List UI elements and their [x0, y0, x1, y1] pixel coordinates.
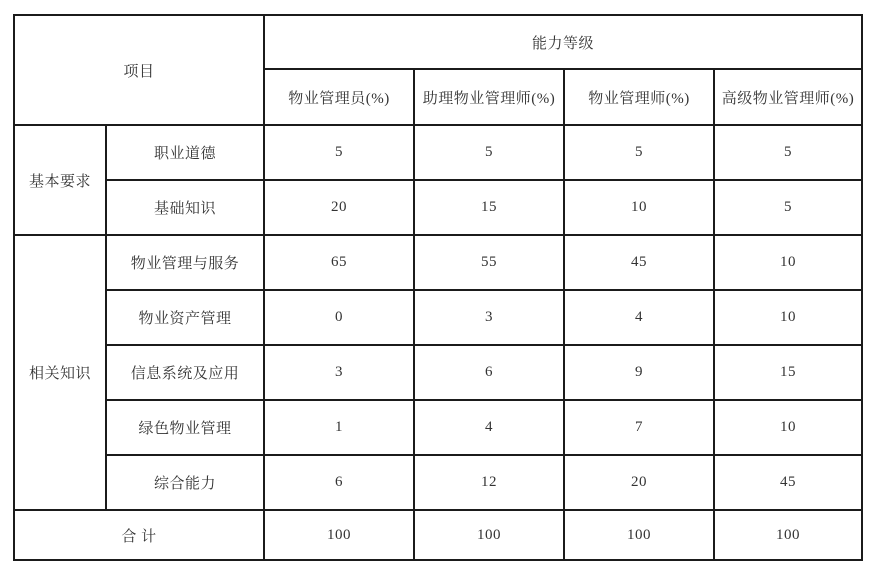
value-cell: 3 — [264, 345, 414, 400]
value-cell: 10 — [714, 400, 862, 455]
value-cell: 5 — [264, 125, 414, 180]
header-col-senior-property-master: 高级物业管理师(%) — [714, 69, 862, 125]
total-label-cell: 合 计 — [14, 510, 264, 560]
value-cell: 0 — [264, 290, 414, 345]
row-label-comprehensive-ability: 综合能力 — [106, 455, 264, 510]
value-cell: 20 — [264, 180, 414, 235]
header-col-property-manager: 物业管理员(%) — [264, 69, 414, 125]
value-cell: 20 — [564, 455, 714, 510]
value-cell: 6 — [264, 455, 414, 510]
total-value-cell: 100 — [714, 510, 862, 560]
header-col-property-master: 物业管理师(%) — [564, 69, 714, 125]
table-row — [14, 400, 862, 455]
value-cell: 7 — [564, 400, 714, 455]
value-cell: 5 — [414, 125, 564, 180]
row-label-basic-knowledge: 基础知识 — [106, 180, 264, 235]
total-value-cell: 100 — [564, 510, 714, 560]
value-cell: 10 — [714, 235, 862, 290]
table-row — [14, 125, 862, 180]
header-project-cell: 项目 — [14, 15, 264, 125]
value-cell: 5 — [564, 125, 714, 180]
competency-table — [13, 14, 863, 561]
header-row-1 — [14, 15, 862, 69]
value-cell: 9 — [564, 345, 714, 400]
row-label-green-property-management: 绿色物业管理 — [106, 400, 264, 455]
row-label-professional-ethics: 职业道德 — [106, 125, 264, 180]
value-cell: 10 — [714, 290, 862, 345]
value-cell: 6 — [414, 345, 564, 400]
value-cell: 45 — [714, 455, 862, 510]
group-cell-related-knowledge: 相关知识 — [14, 235, 106, 510]
table-row — [14, 455, 862, 510]
table-row — [14, 290, 862, 345]
value-cell: 10 — [564, 180, 714, 235]
row-label-property-asset-management: 物业资产管理 — [106, 290, 264, 345]
table-row — [14, 180, 862, 235]
value-cell: 15 — [414, 180, 564, 235]
value-cell: 5 — [714, 180, 862, 235]
row-label-property-management-service: 物业管理与服务 — [106, 235, 264, 290]
value-cell: 15 — [714, 345, 862, 400]
row-label-information-systems: 信息系统及应用 — [106, 345, 264, 400]
value-cell: 4 — [564, 290, 714, 345]
value-cell: 3 — [414, 290, 564, 345]
value-cell: 4 — [414, 400, 564, 455]
total-value-cell: 100 — [414, 510, 564, 560]
competency-table-container — [13, 14, 863, 561]
total-row — [14, 510, 862, 560]
value-cell: 55 — [414, 235, 564, 290]
total-value-cell: 100 — [264, 510, 414, 560]
header-ability-level-cell: 能力等级 — [264, 15, 862, 69]
value-cell: 1 — [264, 400, 414, 455]
group-cell-basic-requirements: 基本要求 — [14, 125, 106, 235]
value-cell: 5 — [714, 125, 862, 180]
value-cell: 45 — [564, 235, 714, 290]
table-row — [14, 345, 862, 400]
table-row — [14, 235, 862, 290]
value-cell: 12 — [414, 455, 564, 510]
header-col-assistant-property-manager: 助理物业管理师(%) — [414, 69, 564, 125]
value-cell: 65 — [264, 235, 414, 290]
